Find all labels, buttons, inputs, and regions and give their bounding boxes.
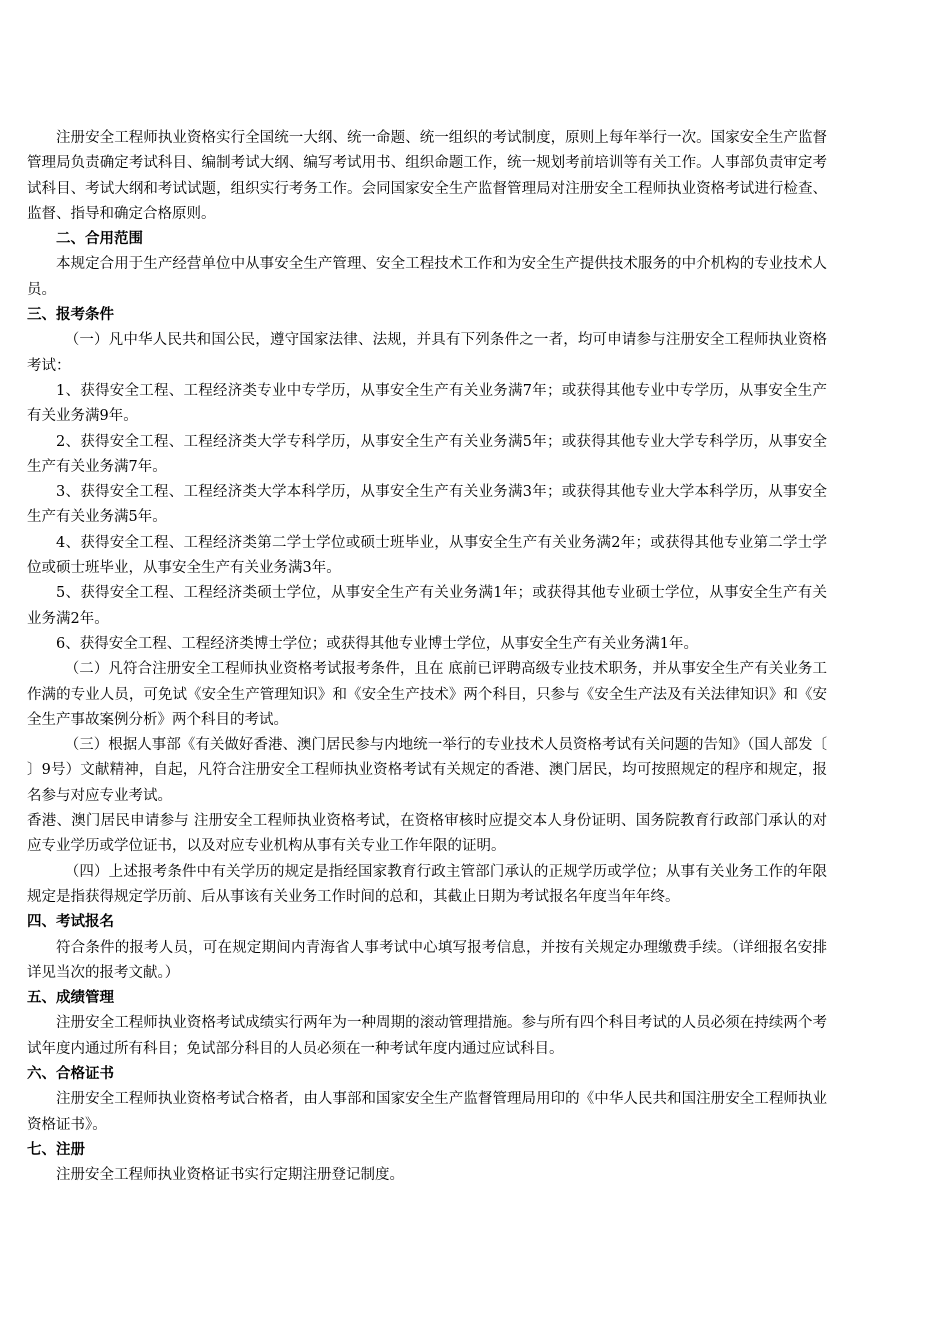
document-body bbox=[27, 126, 827, 1188]
section-heading-register: 七、注册 bbox=[27, 1141, 85, 1158]
scope-paragraph: 本规定合用于生产经营单位中从事安全生产管理、安全工程技术工作和为安全生产提供技术服务的中介机构的专业技术人员。 bbox=[27, 256, 827, 298]
condition-item-6: 6、获得安全工程、工程经济类博士学位；或获得其他专业博士学位，从事安全生产有关业务满1年。 bbox=[56, 635, 698, 652]
condition-item-3: 3、获得安全工程、工程经济类大学本科学历，从事安全生产有关业务满3年；或获得其他专业大学本科学历，从事安全生产有关业务满5年。 bbox=[27, 484, 827, 526]
condition-item-1: 1、获得安全工程、工程经济类专业中专学历，从事安全生产有关业务满7年；或获得其他专业中专学历，从事安全生产有关业务满9年。 bbox=[27, 382, 827, 425]
condition-item-5: 5、获得安全工程、工程经济类硕士学位，从事安全生产有关业务满1年；或获得其他专业硕士学位，从事安全生产有关业务满2年。 bbox=[27, 585, 827, 627]
intro-paragraph: 注册安全工程师执业资格实行全国统一大纲、统一命题、统一组织的考试制度，原则上每年举行一次。国家安全生产监督管理局负责确定考试科目、编制考试大纲、编写考试用书、组织命题工作，统一规划考前培训等有关工作。人事部负责审定考试科目、考试大纲和考试试题，组织实行考务工作。会同国家安全生产监督管理局对注册安全工程师执业资格考试进行检查、监督、指导和确定合格原则。 bbox=[27, 130, 827, 222]
hk-macau-paragraph: 香港、澳门居民申请参与 注册安全工程师执业资格考试，在资格审核时应提交本人身份证明、国务院教育行政部门承认的对应专业学历或学位证书，以及对应专业机构从事有关专业工作年限的证明。 bbox=[27, 813, 827, 855]
condition-item-4: 4、获得安全工程、工程经济类第二学士学位或硕士班毕业，从事安全生产有关业务满2年；或获得其他专业第二学士学位或硕士班毕业，从事安全生产有关业务满3年。 bbox=[27, 534, 827, 577]
scores-paragraph: 注册安全工程师执业资格考试成绩实行两年为一种周期的滚动管理措施。参与所有四个科目考试的人员必须在持续两个考试年度内通过所有科目；免试部分科目的人员必须在一种考试年度内通过应试科目。 bbox=[27, 1015, 827, 1057]
register-paragraph: 注册安全工程师执业资格证书实行定期注册登记制度。 bbox=[56, 1167, 404, 1184]
condition-2-paragraph: （二）凡符合注册安全工程师执业资格考试报考条件，且在 底前已评聘高级专业技术职务，并从事安全生产有关业务工作满的专业人员，可免试《安全生产管理知识》和《安全生产技术》两个科目，只参与《安全生产法及有关法律知识》和《安全生产事故案例分析》两个科目的考试。 bbox=[27, 661, 827, 728]
registration-paragraph: 符合条件的报考人员，可在规定期间内青海省人事考试中心填写报考信息，并按有关规定办理缴费手续。（详细报名安排详见当次的报考文献。） bbox=[27, 939, 827, 981]
section-heading-certificate: 六、合格证书 bbox=[27, 1065, 114, 1082]
condition-3-paragraph: （三）根据人事部《有关做好香港、澳门居民参与内地统一举行的专业技术人员资格考试有关问题的告知》（国人部发〔 〕9号）文献精神，自起，凡符合注册安全工程师执业资格考试有关规定的香港、澳门居民，均可按照规定的程序和规定，报名参与对应专业考试。 bbox=[27, 737, 827, 804]
section-heading-scope: 二、合用范围 bbox=[56, 231, 143, 248]
section-heading-scores: 五、成绩管理 bbox=[27, 990, 114, 1007]
section-heading-registration: 四、考试报名 bbox=[27, 914, 114, 931]
certificate-paragraph: 注册安全工程师执业资格考试合格者，由人事部和国家安全生产监督管理局用印的《中华人民共和国注册安全工程师执业资格证书》。 bbox=[27, 1091, 827, 1133]
section-heading-conditions: 三、报考条件 bbox=[27, 307, 114, 324]
condition-1-paragraph: （一）凡中华人民共和国公民，遵守国家法律、法规，并具有下列条件之一者，均可申请参与注册安全工程师执业资格考试： bbox=[27, 332, 827, 374]
condition-item-2: 2、获得安全工程、工程经济类大学专科学历，从事安全生产有关业务满5年；或获得其他专业大学专科学历，从事安全生产有关业务满7年。 bbox=[27, 433, 827, 475]
condition-4-paragraph: （四）上述报考条件中有关学历的规定是指经国家教育行政主管部门承认的正规学历或学位；从事有关业务工作的年限规定是指获得规定学历前、后从事该有关业务工作时间的总和，其截止日期为考试报名年度当年年终。 bbox=[27, 863, 827, 905]
